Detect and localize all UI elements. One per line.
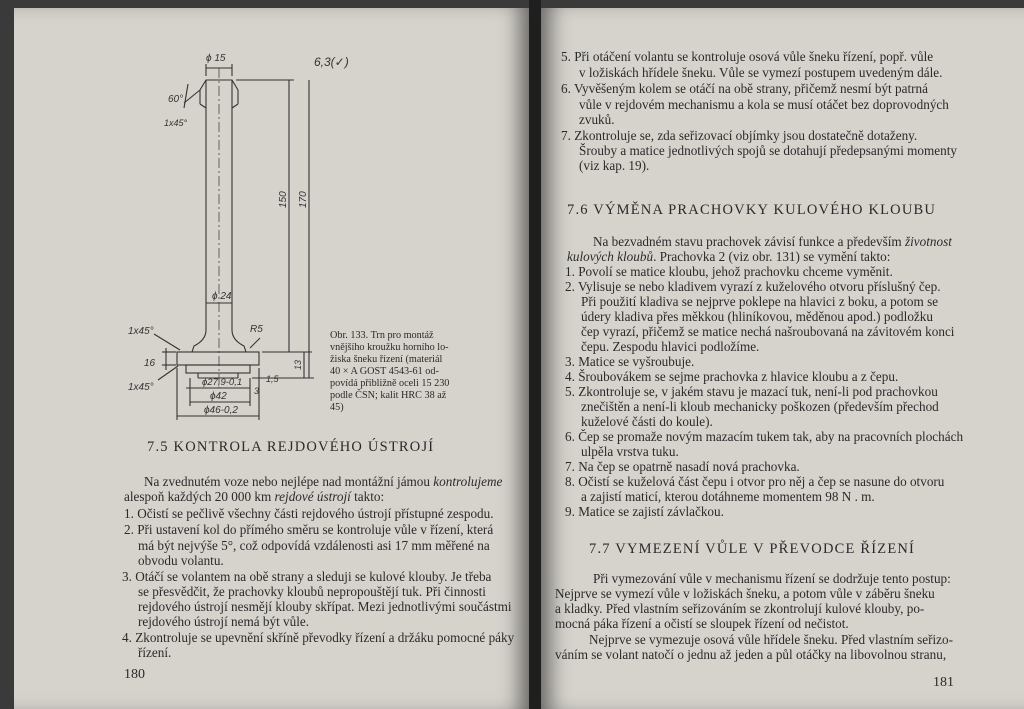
section-heading: 7.7 VYMEZENÍ VŮLE V PŘEVODCE ŘÍZENÍ — [589, 541, 916, 557]
body-line: mocná páka řízení a očistí se sloupek řízení od nečistot. — [555, 616, 849, 631]
body-line: v ložiskách hřídele šneku. Vůle se vymezí postupem uvedeným dále. — [579, 65, 943, 80]
body-line: 4. Zkontroluje se upevnění skříně převodky řízení a držáku pomocné páky — [122, 630, 515, 645]
dim-d15: ϕ 15 — [206, 53, 226, 64]
body-line: rejdového ústrojí nesmějí klouby skřípat. Mezi jednotlivými součástmi — [138, 599, 512, 614]
body-line: rejdového ústrojí nemá být vůle. — [138, 614, 310, 629]
right-page — [541, 8, 1024, 709]
left-page — [14, 8, 529, 709]
dim-r5: R5 — [250, 324, 263, 335]
body-line: obvodu volantu. — [138, 553, 224, 568]
body-line: 1. Očistí se pečlivě všechny části rejdového ústrojí přístupné zespodu. — [124, 506, 494, 521]
dim-chamfer2: 1x45° — [128, 382, 154, 393]
body-line: znečištěn a není-li kloub mechanicky poškozen (především přechod — [581, 399, 939, 414]
body-line: 6. Čep se promaže novým mazacím tukem tak, aby na pracovních plochách — [565, 429, 964, 444]
dim-d279: ϕ27,9-0,1 — [202, 377, 243, 388]
dim-16: 16 — [144, 358, 156, 369]
body-line: váním se volant natočí o jednu až jeden a půl otáčky na libovolnou stranu, — [555, 647, 947, 662]
dim-roughness: 6,3(✓) — [314, 55, 349, 69]
body-line: vůle v rejdovém mechanismu a kola se musí otáčet bez doprovodných — [579, 97, 949, 112]
body-line: 2. Vylisuje se nebo kladivem vyrazí z kuželového otvoru příslušný čep. — [565, 279, 941, 294]
body-line: 4. Šroubovákem se sejme prachovka z hlavice kloubu a z čepu. — [565, 369, 899, 384]
body-line: se přesvědčit, že prachovky kloubů nepropouštějí tuk. Při činnosti — [138, 584, 486, 599]
body-line: 2. Při ustavení kol do přímého směru se kontroluje vůle v řízení, která — [124, 522, 494, 537]
body-line: Nejprve se vymezí vůle v ložiskách šneku, a potom vůle v záběru šneku — [555, 586, 935, 601]
caption-line: podle ČSN; kalit HRC 38 až — [330, 390, 447, 401]
dim-d46: ϕ46-0,2 — [204, 405, 238, 416]
caption-line: žiska šneku řízení (materiál — [330, 354, 443, 365]
caption-line: Obr. 133. Trn pro montáž — [330, 330, 434, 341]
body-line: řízení. — [138, 645, 172, 660]
body-line: Při použití kladiva se nejprve poklepe na hlavici z boku, a potom se — [581, 294, 939, 309]
dim-170: 170 — [298, 191, 309, 208]
section-heading: 7.5 KONTROLA REJDOVÉHO ÚSTROJÍ — [147, 439, 435, 455]
dim-d24: ϕ 24 — [212, 291, 232, 302]
body-line: čep vyrazí, přičemž se matice nechá našroubovaná na závitovém konci — [581, 324, 955, 339]
body-line: (viz kap. 19). — [579, 158, 650, 173]
dim-13: 13 — [293, 359, 303, 370]
body-line: Při vymezování vůle v mechanismu řízení se dodržuje tento postup: — [593, 571, 951, 586]
intro-line: alespoň každých 20 000 km rejdové ústrojí takto: — [124, 489, 385, 504]
page-number: 181 — [933, 675, 954, 690]
dim-d42: ϕ42 — [210, 391, 227, 402]
body-line: má být nejvýše 5°, což odpovídá vzdálenosti asi 17 mm měřené na — [138, 538, 490, 553]
caption-line: 45) — [330, 402, 344, 413]
intro-line: Na bezvadném stavu prachovek závisí funkce a především životnost — [593, 234, 952, 249]
intro-line: kulových kloubů. Prachovka 2 (viz obr. 131) se vymění takto: — [567, 249, 891, 264]
body-line: 3. Otáčí se volantem na obě strany a sleduji se kulové klouby. Je třeba — [122, 569, 492, 584]
body-line: 9. Matice se zajistí závlačkou. — [565, 504, 724, 519]
body-line: 7. Zkontroluje se, zda seřizovací objímky jsou dostatečně dotaženy. — [561, 128, 918, 143]
mandrel-drawing — [124, 48, 354, 458]
dim-150: 150 — [278, 191, 289, 208]
dim-15: 1,5 — [266, 374, 279, 384]
body-line: 8. Očistí se kuželová část čepu i otvor pro něj a čep se nasune do otvoru — [565, 474, 945, 489]
body-line: Nejprve se vymezuje osová vůle hřídele šneku. Před vlastním seřizo- — [589, 632, 954, 647]
body-line: 7. Na čep se opatrně nasadí nová prachovka. — [565, 459, 800, 474]
body-line: 5. Zkontroluje se, v jakém stavu je mazací tuk, není-li pod prachovkou — [565, 384, 938, 399]
body-line: 5. Při otáčení volantu se kontroluje osová vůle šneku řízení, popř. vůle — [561, 49, 934, 64]
body-line: Šrouby a matice jednotlivých spojů se dotahují předepsanými momenty — [579, 143, 957, 158]
body-line: a zajistí maticí, kterou dotáhneme momentem 98 N . m. — [581, 489, 875, 504]
caption-line: vnějšího kroužku horního lo- — [330, 342, 449, 353]
body-line: zvuků. — [579, 112, 615, 127]
body-line: čepu. Zespodu hlavici podložíme. — [581, 339, 760, 354]
body-line: a kladky. Před vlastním seřizováním se zkontrolují kulové klouby, po- — [555, 601, 925, 616]
book-gutter — [529, 0, 541, 709]
dim-chamfer-left: 1x45° — [128, 326, 154, 337]
body-line: 1. Povolí se matice kloubu, jehož prachovku chceme vyměnit. — [565, 264, 893, 279]
caption-line: povídá přibližně oceli 15 230 — [330, 378, 450, 389]
body-line: údery kladiva přes měkkou (hliníkovou, měděnou apod.) podložku — [581, 309, 933, 324]
caption-line: 40 × A GOST 4543-61 od- — [330, 366, 439, 377]
intro-line: Na zvednutém voze nebo nejlépe nad montážní jámou kontrolujeme — [144, 474, 503, 489]
body-line: 6. Vyvěšeným kolem se otáčí na obě strany, přičemž nesmí být patrná — [561, 81, 928, 96]
dim-3: 3 — [254, 386, 260, 396]
body-line: 3. Matice se vyšroubuje. — [565, 354, 695, 369]
dim-angle60: 60° — [168, 94, 184, 105]
body-line: ulpěla vrstva tuku. — [581, 444, 679, 459]
page-number: 180 — [124, 667, 145, 682]
body-line: kuželové části do koule). — [581, 414, 713, 429]
section-heading: 7.6 VÝMĚNA PRACHOVKY KULOVÉHO KLOUBU — [567, 202, 937, 218]
dim-chamfer1: 1x45° — [164, 118, 188, 128]
